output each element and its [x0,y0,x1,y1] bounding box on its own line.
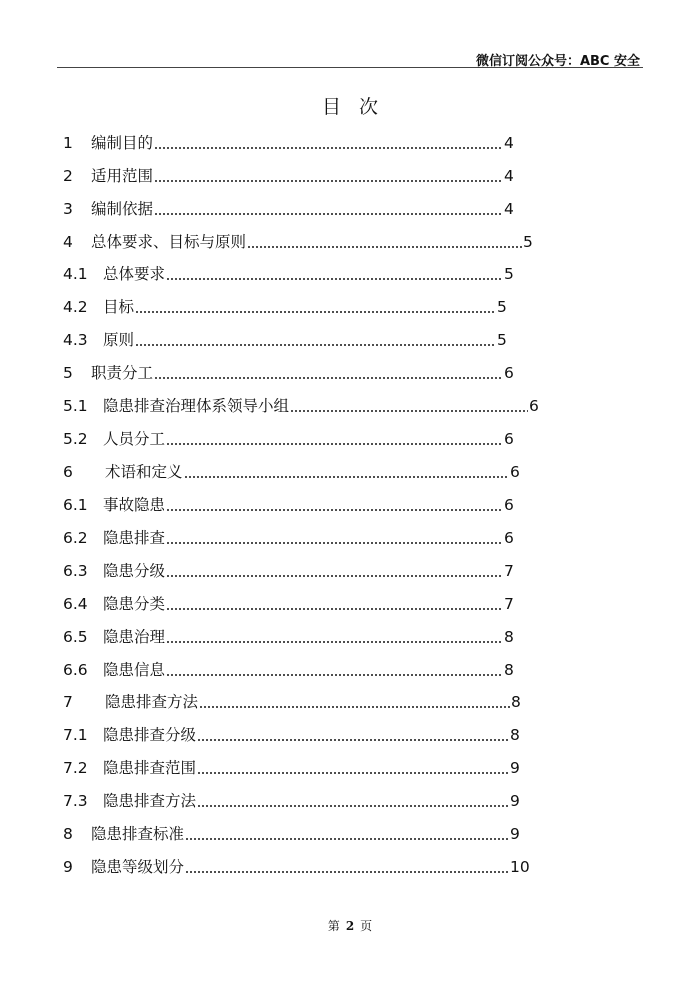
toc-entry-title: 隐患信息 [103,661,166,679]
toc-entry-page: 9 [510,759,520,777]
toc-dot-leader [166,658,503,682]
toc-entry-page: 8 [510,726,520,744]
toc-entry-title: 隐患排查 [103,529,166,547]
toc-entry-page: 10 [510,858,530,876]
toc-entry[interactable] [63,361,534,385]
toc-entry[interactable] [63,625,534,649]
toc-entry[interactable] [63,756,540,780]
toc-dot-leader [197,789,509,813]
toc-entry-page: 6 [504,529,514,547]
toc-entry-number: 7.1 [63,726,88,744]
toc-dot-leader [166,427,503,451]
toc-entry[interactable] [63,723,540,747]
toc-entry[interactable] [63,197,534,221]
toc-entry-title: 隐患治理 [103,628,166,646]
toc-dot-leader [154,164,503,188]
toc-entry-number: 3 [63,200,73,218]
toc-dot-leader [184,460,509,484]
toc-entry[interactable] [63,526,534,550]
toc-entry-number: 4.1 [63,265,88,283]
toc-entry-title: 隐患排查治理体系领导小组 [103,397,290,415]
footer-prefix: 第 [327,919,340,933]
toc-entry-page: 6 [504,430,514,448]
toc-entry-title: 隐患排查分级 [103,726,197,744]
toc-entry[interactable] [63,592,534,616]
toc-entry-number: 4.3 [63,331,88,349]
toc-dot-leader [166,592,503,616]
toc-entry-number: 6.5 [63,628,88,646]
toc-entry-title: 隐患排查方法 [105,693,199,711]
toc-entry-title: 原则 [103,331,135,349]
toc-entry-title: 隐患排查标准 [91,825,185,843]
toc-entry-title: 编制目的 [91,134,154,152]
toc-entry[interactable] [63,493,534,517]
toc-entry-title: 职责分工 [91,364,154,382]
toc-dot-leader [166,493,503,517]
toc-dot-leader [185,855,509,879]
toc-entry-title: 目标 [103,298,135,316]
toc-entry[interactable] [63,789,540,813]
toc-entry[interactable] [63,164,534,188]
toc-dot-leader [166,625,503,649]
toc-entry-number: 7.2 [63,759,88,777]
toc-entry-page: 8 [504,628,514,646]
toc-dot-leader [154,361,503,385]
toc-entry[interactable] [63,855,540,879]
toc-dot-leader [197,723,509,747]
toc-entry-page: 4 [504,167,514,185]
page-header: 微信订阅公众号：ABC 安全 [475,54,640,69]
toc-entry-title: 隐患排查方法 [103,792,197,810]
toc-dot-leader [197,756,509,780]
toc-entry-number: 2 [63,167,73,185]
toc-entry-number: 9 [63,858,73,876]
toc-entry-page: 5 [497,298,507,316]
toc-entry[interactable] [63,295,527,319]
toc-entry-page: 6 [529,397,539,415]
toc-entry-title: 事故隐患 [103,496,166,514]
toc-entry-page: 4 [504,134,514,152]
toc-entry-page: 6 [504,496,514,514]
toc-entry-number: 6.2 [63,529,88,547]
toc-dot-leader [199,690,510,714]
toc-entry-number: 1 [63,134,73,152]
toc-entry[interactable] [63,822,540,846]
toc-entry[interactable] [63,262,534,286]
toc-entry-number: 4 [63,233,73,251]
toc-entry-number: 5.1 [63,397,88,415]
toc-entry-page: 8 [504,661,514,679]
toc-entry-title: 总体要求 [103,265,166,283]
toc-entry-title: 隐患排查范围 [103,759,197,777]
toc-entry-number: 6 [63,463,73,481]
toc-entry-number: 4.2 [63,298,88,316]
toc-dot-leader [154,197,503,221]
toc-entry-number: 6.3 [63,562,88,580]
toc-title: 目次 [321,96,396,118]
toc-entry-number: 5 [63,364,73,382]
toc-entry-page: 6 [504,364,514,382]
toc-entry-page: 7 [504,562,514,580]
toc-entry-page: 9 [510,825,520,843]
toc-dot-leader [247,230,522,254]
toc-dot-leader [166,526,503,550]
toc-entry-title: 总体要求、目标与原则 [91,233,247,251]
toc-dot-leader [135,328,496,352]
toc-entry-number: 5.2 [63,430,88,448]
toc-entry-page: 5 [497,331,507,349]
toc-entry-number: 7 [63,693,73,711]
toc-entry-number: 7.3 [63,792,88,810]
toc-entry-number: 8 [63,825,73,843]
toc-entry-page: 9 [510,792,520,810]
toc-dot-leader [185,822,509,846]
toc-entry[interactable] [63,394,559,418]
toc-entry-number: 6.1 [63,496,88,514]
toc-entry-title: 隐患等级划分 [91,858,185,876]
toc-dot-leader [166,559,503,583]
toc-entry-title: 术语和定义 [105,463,183,481]
toc-entry[interactable] [63,427,534,451]
toc-entry-page: 5 [523,233,533,251]
toc-entry-page: 6 [510,463,520,481]
toc-dot-leader [135,295,496,319]
toc-dot-leader [166,262,503,286]
toc-entry-title: 适用范围 [91,167,154,185]
toc-entry[interactable] [63,690,541,714]
header-divider [57,67,643,68]
toc-entry[interactable] [63,559,534,583]
footer-suffix: 页 [360,919,373,933]
toc-entry-number: 6.6 [63,661,88,679]
toc-entry-number: 6.4 [63,595,88,613]
toc-entry[interactable] [63,230,553,254]
toc-entry[interactable] [63,460,540,484]
toc-entry[interactable] [63,658,534,682]
toc-entry-page: 5 [504,265,514,283]
toc-entry-page: 7 [504,595,514,613]
toc-entry[interactable] [63,328,527,352]
toc-entry-page: 8 [511,693,521,711]
toc-dot-leader [290,394,528,418]
toc-entry-page: 4 [504,200,514,218]
toc-entry-title: 隐患分类 [103,595,166,613]
toc-dot-leader [154,131,503,155]
toc-entry-title: 编制依据 [91,200,154,218]
footer-page-number: 2 [345,919,355,933]
page-footer [0,917,700,934]
toc-entry-title: 人员分工 [103,430,166,448]
toc-entry[interactable] [63,131,534,155]
toc-entry-title: 隐患分级 [103,562,166,580]
